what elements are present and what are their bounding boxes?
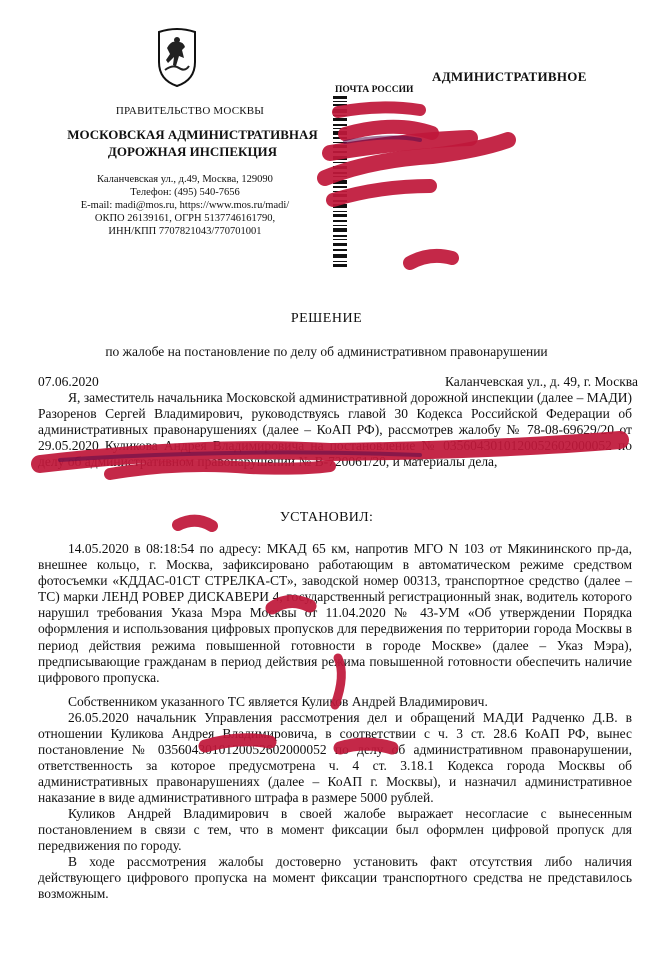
redaction-stroke <box>325 140 508 178</box>
paragraph-5 <box>38 854 632 902</box>
document-date: 07.06.2020 <box>38 374 99 389</box>
agency-address: Каланчевская ул., д.49, Москва, 129090 <box>97 174 273 185</box>
paragraph-3 <box>38 710 632 807</box>
paragraph-4-text: Куликов Андрей Владимирович в своей жалобе выражает несогласие с вынесенным постановлением в связи с тем, что в момент фиксации был оформлен цифровой пропуск для передвижения по городу. <box>38 806 632 854</box>
agency-contacts <box>60 173 310 238</box>
agency-name-line1: МОСКОВСКАЯ АДМИНИСТРАТИВНАЯ <box>67 127 318 142</box>
date-place-line <box>38 374 638 390</box>
stamp-type: АДМИНИСТРАТИВНОЕ <box>432 69 587 84</box>
agency-name-line2: ДОРОЖНАЯ ИНСПЕКЦИЯ <box>107 144 278 159</box>
paragraph-3-text: 26.05.2020 начальник Управления рассмотрения дел и обращений МАДИ Радченко Д.В. в отношении Куликова Андрея Владимировича, в соответствии с ч. 3 ст. 28.6 КоАП РФ, вынес постановление № 0356043010120052602000052 по делу об административном правонарушении, ответственность за которое предусмотрена ч. 4 ст. 3.18.1 Кодекса города Москвы об административных правонарушениях (далее – КоАП г. Москвы), и назначил административное наказание в виде административного штрафа в размере 5000 рублей. <box>38 710 632 806</box>
paragraph-2-text: Собственником указанного ТС является Куликов Андрей Владимирович. <box>68 694 488 709</box>
redaction-stroke <box>345 137 420 142</box>
document-place: Каланчевская ул., д. 49, г. Москва <box>444 374 638 389</box>
intro-text: Я, заместитель начальника Московской административной дорожной инспекции (далее – МАДИ) Разоренов Сергей Владимирович, руководствуясь главой 30 Кодекса Российской Федерации об административных правонарушениях (далее – КоАП РФ), рассмотрев жалобу № 78-08-69629/20 от 29.05.2020 Куликова Андрея Владимировича на постановление № 0356043010120052602000052 по делу об административном правонарушении № В-720061/20, и материалы дела, <box>38 390 632 470</box>
agency-ogrn: ОКПО 26139161, ОГРН 5137746161790, <box>94 213 276 224</box>
agency-inn: ИНН/КПП 7707821043/770701001 <box>108 226 262 237</box>
paragraph-1 <box>38 541 632 686</box>
intro-paragraph <box>38 390 632 470</box>
barcode-icon <box>333 96 347 268</box>
document-subtitle: по жалобе на постановление по делу об административном правонарушении <box>105 344 548 359</box>
government-name: ПРАВИТЕЛЬСТВО МОСКВЫ <box>115 105 265 117</box>
agency-phone: Телефон: (495) 540-7656 <box>130 187 240 198</box>
redaction-stroke <box>338 107 420 112</box>
redaction-stroke <box>333 186 430 200</box>
moscow-coat-of-arms-icon <box>155 26 199 88</box>
paragraph-4 <box>38 806 632 854</box>
paragraph-1-text: 14.05.2020 в 08:18:54 по адресу: МКАД 65 км, напротив МГО N 103 от Мякининского пр-да, внешнее кольцо, г. Москва, зафиксировано работающим в автоматическом режиме средством фотосъемки «КДДАС-01СТ СТРЕЛКА-СТ», заводской номер 00313, транспортное средство (далее – ТС) марки ЛЕНД РОВЕР ДИСКАВЕРИ 4, государственный регистрационный знак, водитель которого нарушил требования Указа Мэра Москвы от 11.04.2020 № 43-УМ «Об утверждении Порядка оформления и использования цифровых пропусков для передвижения по территории города Москвы в период действия режима повышенной готовности в городе Москве» (далее – Указ Мэра), предписывающие гражданам в период действия режима повышенной готовности обеспечить наличие цифрового пропуска. <box>38 541 632 685</box>
post-label: ПОЧТА РОССИИ <box>335 85 414 95</box>
established-heading: УСТАНОВИЛ: <box>279 510 374 525</box>
document-title: РЕШЕНИЕ <box>290 311 363 326</box>
redaction-stroke <box>345 127 432 134</box>
agency-email: E-mail: madi@mos.ru, https://www.mos.ru/madi/ <box>80 200 290 211</box>
redaction-stroke <box>410 256 452 263</box>
agency-name <box>40 126 345 160</box>
paragraph-5-text: В ходе рассмотрения жалобы достоверно установить факт отсутствия либо наличия действующего цифрового пропуска на момент фиксации транспортного средства не представилось возможным. <box>38 854 632 902</box>
paragraph-2 <box>38 694 632 710</box>
redaction-stroke <box>330 138 470 153</box>
